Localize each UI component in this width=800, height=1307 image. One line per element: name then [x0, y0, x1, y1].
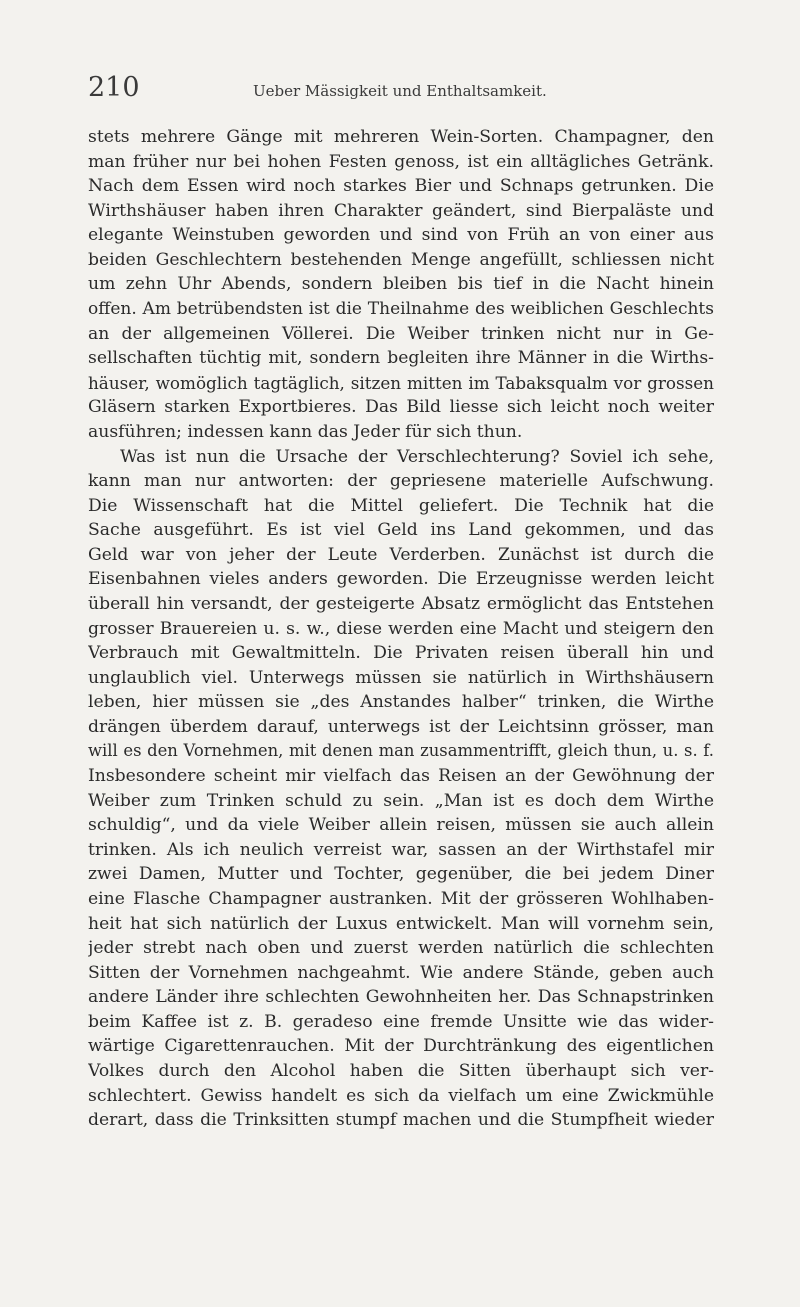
text-line: wärtige Cigarettenrauchen. Mit der Durchtränkung des eigentlichen — [88, 1036, 714, 1057]
text-line: Nach dem Essen wird noch starkes Bier und Schnaps getrunken. Die — [88, 176, 714, 197]
text-line: Verbrauch mit Gewaltmitteln. Die Privaten reisen überall hin und — [88, 643, 714, 664]
text-line: Sitten der Vornehmen nachgeahmt. Wie andere Stände, geben auch — [88, 962, 714, 983]
page-number: 210 — [88, 72, 140, 103]
text-line: beiden Geschlechtern bestehenden Menge angefüllt, schliessen nicht — [88, 249, 714, 270]
text-line: grosser Brauereien u. s. w., diese werden eine Macht und steigern den — [88, 618, 714, 639]
text-line: schuldig“, und da viele Weiber allein reisen, müssen sie auch allein — [88, 815, 714, 836]
text-line: kann man nur antworten: der gepriesene materielle Aufschwung. — [88, 471, 714, 492]
body-text — [88, 125, 714, 1133]
text-line: Die Wissenschaft hat die Mittel geliefert. Die Technik hat die — [88, 495, 714, 516]
text-line: will es den Vornehmen, mit denen man zusammentrifft, gleich thun, u. s. f. — [88, 741, 714, 761]
text-line: sellschaften tüchtig mit, sondern begleiten ihre Männer in die Wirths- — [88, 348, 714, 369]
text-line: Gläsern starken Exportbieres. Das Bild liesse sich leicht noch weiter — [88, 397, 714, 418]
text-line: Volkes durch den Alcohol haben die Sitten überhaupt sich ver- — [88, 1060, 714, 1081]
text-line: heit hat sich natürlich der Luxus entwickelt. Man will vornehm sein, — [88, 913, 714, 934]
text-line: Sache ausgeführt. Es ist viel Geld ins Land gekommen, und das — [88, 520, 714, 541]
text-line: überall hin versandt, der gesteigerte Absatz ermöglicht das Entstehen — [88, 593, 714, 614]
text-line: elegante Weinstuben geworden und sind von Früh an von einer aus — [88, 225, 714, 246]
text-line: Geld war von jeher der Leute Verderben. Zunächst ist durch die — [88, 544, 714, 565]
text-line: Wirthshäuser haben ihren Charakter geändert, sind Bierpaläste und — [88, 200, 714, 221]
text-line: leben, hier müssen sie „des Anstandes halber“ trinken, die Wirthe — [88, 692, 714, 713]
text-line: trinken. Als ich neulich verreist war, sassen an der Wirthstafel mir — [88, 839, 714, 860]
text-line: an der allgemeinen Völlerei. Die Weiber trinken nicht nur in Ge- — [88, 323, 714, 344]
text-line: Eisenbahnen vieles anders geworden. Die Erzeugnisse werden leicht — [88, 569, 714, 590]
text-line: eine Flasche Champagner austranken. Mit der grösseren Wohlhaben- — [88, 888, 714, 909]
text-line: Was ist nun die Ursache der Verschlechterung? Soviel ich sehe, — [120, 446, 714, 467]
page-header — [88, 72, 713, 112]
text-line: häuser, womöglich tagtäglich, sitzen mitten im Tabaksqualm vor grossen — [88, 372, 714, 393]
text-line: andere Länder ihre schlechten Gewohnheiten her. Das Schnapstrinken — [88, 987, 714, 1008]
text-line: unglaublich viel. Unterwegs müssen sie natürlich in Wirthshäusern — [88, 667, 714, 688]
text-line: schlechtert. Gewiss handelt es sich da vielfach um eine Zwickmühle — [88, 1085, 714, 1106]
text-line: stets mehrere Gänge mit mehreren Wein-Sorten. Champagner, den — [88, 127, 714, 147]
text-line: Insbesondere scheint mir vielfach das Reisen an der Gewöhnung der — [88, 766, 714, 787]
text-line: zwei Damen, Mutter und Tochter, gegenüber, die bei jedem Diner — [88, 864, 714, 885]
text-line: man früher nur bei hohen Festen genoss, ist ein alltägliches Getränk. — [88, 151, 714, 172]
running-title: Ueber Mässigkeit und Enthaltsamkeit. — [253, 82, 547, 100]
text-line: derart, dass die Trinksitten stumpf machen und die Stumpfheit wieder — [88, 1110, 714, 1131]
text-line: jeder strebt nach oben und zuerst werden natürlich die schlechten — [88, 938, 714, 959]
text-line: ausführen; indessen kann das Jeder für sich thun. — [88, 421, 523, 442]
text-line: Weiber zum Trinken schuld zu sein. „Man ist es doch dem Wirthe — [88, 790, 714, 811]
text-line: beim Kaffee ist z. B. geradeso eine fremde Unsitte wie das wider- — [88, 1011, 714, 1032]
text-line: drängen überdem darauf, unterwegs ist der Leichtsinn grösser, man — [88, 716, 714, 737]
text-line: offen. Am betrübendsten ist die Theilnahme des weiblichen Geschlechts — [88, 299, 714, 320]
text-line: um zehn Uhr Abends, sondern bleiben bis tief in die Nacht hinein — [88, 274, 714, 295]
